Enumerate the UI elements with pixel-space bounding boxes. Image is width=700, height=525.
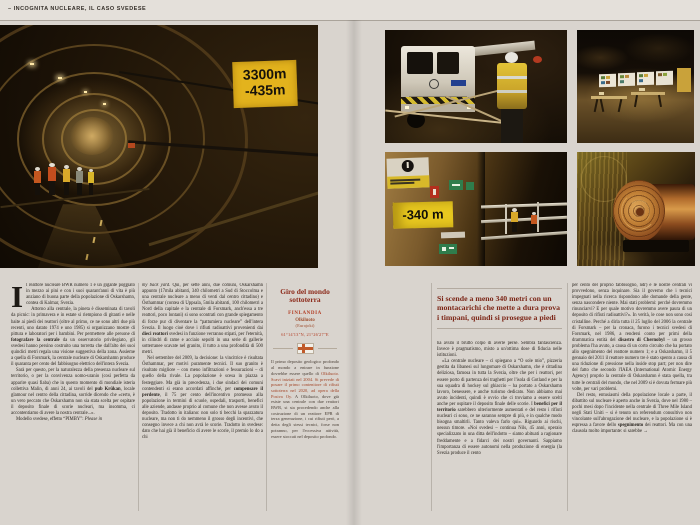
- sidebar-text: Il primo deposito geologico profondo al mondo a entrare in funzione dovrebbe essere quello di: [271, 359, 339, 376]
- yellow-cabinet: [677, 68, 691, 92]
- body-text: Nel settembre del 2009, la decisione: la vincitrice è risultata Östhammar, per motivi puramente tecnici. Il suo granito è risultato migliore – con meno infiltrazioni e fessurazioni – di quello della rivale. La popolazione è scesa in piazza a festeggiare. Ma già in precedenza, i due sindaci dei comuni contendenti si erano accordati affinché, per: [142, 356, 263, 392]
- extinguisher-sign: [430, 186, 439, 198]
- table-item: [599, 92, 604, 95]
- truck-cab: [401, 46, 475, 112]
- rail-post: [505, 204, 507, 234]
- wall-seam: [477, 152, 485, 266]
- hivis-jacket: [497, 63, 527, 109]
- sidebar-text-red: Olkiluoto. Scavi iniziati nel 2004. Si prevede di posare il primo contenitore di rifiuti sottoterra nel 2020, ad opera della Posiva Oy.: [271, 370, 339, 399]
- body-text: Attorno alla centrale, la pineta è disseminata di tavoli da picnic: in primavera e in estate si riempiono di gitanti e nelle baite ai piedi dei reattori (oltre al primo, ce ne sono altri due più recenti, uno datato 1974 e uno 1985) si organizzano mostre di pittura e laboratori per i bambini. Per permettere alle persone di: [11, 307, 135, 337]
- column-rule: [138, 283, 139, 511]
- table-leg: [658, 95, 662, 107]
- body-text: – un grosso problema l'ha avuto, a causa di un corto circuito che ha portato allo spegnimento del reattore numero 1; e a Oskarshamn, il 5 gennaio del 2011 il reattore numero tre è stato spento a causa di una riduzione di pressione nella inside stop part; per non dire del fatto che secondo l'IAEA (International Atomic Energy Agency) proprio la centrale di Oskarshamn è stata quella, tra tutte le centrali del mondo, che nel 2009 si è dovuta fermare più volte, per vari problemi.: [572, 337, 692, 392]
- left-column-1: [11, 283, 135, 515]
- white-helmet: [505, 52, 518, 63]
- handrail: [481, 216, 567, 223]
- sidebar-coordinates: 61°14'13"N, 21°26'27"E: [281, 332, 329, 338]
- body-text: da un osservatorio privilegiato, gli svedesi hanno persino costruito una torretta che dall'alto dei suoi quindici metri regala una visione suggestiva della zona. Assieme a quella di Forsmark, la centrale nucleare di Oskarshamn produce il quaranta per cento del fabbisogno elettrico dell'intera Svezia.: [11, 337, 135, 368]
- reflective-stripe: [497, 90, 527, 93]
- small-label: [441, 232, 465, 239]
- body-text: dei reattori. Ma con una clausola molto importante: si sarebbe →: [572, 423, 692, 435]
- body-text: per cento del proprio fabbisogno, ndr) e le nostre centrali vi provvedono, senza inquinare. Sia il governo che i tecnici impegnati nella ricerca rispondono alle domande della gente, senza nascondere niente. Mai stati problemi: perché dovremmo rinunciarvi? E per quale motivo dovremmo avere paura di un deposito di rifiuti radioattivi?». In verità, le cose non sono così cristalline. Perché a dirla tutta il 25 luglio del 2006 la centrale di Forsmark – per la cronaca, furono i tecnici svedesi di Forsmark, nel 1986, a rendersi conto per primi della drammatica entità del: [572, 283, 692, 343]
- level-340-photo: [385, 152, 567, 266]
- sidebar-title: Giro del mondo sottoterra: [280, 287, 330, 305]
- display-board: [656, 71, 673, 86]
- paragraph: [11, 417, 135, 423]
- pull-quote: [437, 288, 562, 329]
- spread-fold: [346, 20, 362, 525]
- handrail: [481, 203, 567, 209]
- depth-340-sign: [393, 201, 454, 229]
- bold-phrase: fotografare la centrale: [11, 337, 60, 343]
- world-tour-sidebar: [269, 288, 341, 439]
- body-text: l reattore nucleare BWR numero 1 è un gigante poggiato in mezzo ai pini e con i suoi quarant'anni di vita è più anziano di buona parte della popolazione di Oskarshamn, contea di Kalmar, Svezia.: [26, 283, 135, 307]
- worker-figure: [34, 167, 41, 195]
- paragraph: [572, 283, 692, 393]
- sign-text-band: [387, 175, 429, 188]
- column-rule: [567, 283, 568, 511]
- body-text: Modello svedese, effetto “PIMBY”:: [16, 417, 85, 423]
- body-text: , il 75 per cento dell'incentivo promesso alla popolazione in termini di scuole, ospedali, trasporti, benefici alle aziende, andasse proprio al comune che non avesse avuto il deposito. Tradotto in italiano: non solo ti becchi la spazzatura nucleare, ma non ti do nemmeno il grosso degli incentivi, che consegno invece a chi non avrà le scorie. Tradotto in svedese: dato che hai già il beneficio di avere le scorie, il premio lo do a chi: [142, 392, 263, 441]
- exhibition-room-photo: [577, 30, 694, 143]
- left-column-2: [142, 283, 263, 515]
- drop-cap: I: [11, 283, 24, 314]
- paragraph: [142, 356, 263, 441]
- exit-sign: [449, 180, 463, 190]
- table-item: [639, 88, 645, 91]
- body-text: svedesi in funzione verranno stipati, per l'eternità, in cilindri di rame e acciaio sepolti in una serie di gallerie sotterranee scavate nel granito, il tutto a una profondità di 500 metri.: [142, 331, 263, 356]
- worker-figure: [48, 163, 56, 195]
- flag-divider: [273, 343, 337, 354]
- paragraph: [437, 341, 562, 359]
- license-plate: [451, 80, 466, 86]
- sidebar-text: A Olkiluoto, dove già esiste una centrale con due reattori BWR, si sta procedendo anche alla costruzione di un reattore EPR di terza generazione, i cui rifiuti però, a detta degli stessi tecnici, forse non potranno, per l'eccessiva attività, essere stoccati nel deposito profondo.: [271, 393, 339, 439]
- body-text: «La centrale nucleare – ci spiegano a “O sole mio”, pizzeria gestita da libanesi sul lungomare di Oskarshamn, che è cittadina deliziosa, famosa in tutta la Svezia, oltre che per i reattori, per essere porto di partenza dei traghetti per l'isola di Gotland e per la sua squadra di hockey sul ghiaccio – ha portato a Oskarshamn lavoro, benessere, e anche turismo dedicato. Non abbiamo mai avuto incidenti, quindi è ovvio che ci troviamo a essere scelti anche per ospitare il deposito finale delle scorie. I: [437, 359, 562, 407]
- divider-line: [273, 348, 293, 349]
- rail-post: [537, 202, 539, 232]
- trousers: [501, 109, 523, 143]
- bold-phrase: benefici per il territorio: [437, 401, 562, 414]
- depth-sign-line1: 3300m: [242, 65, 287, 83]
- truck-emblem: [429, 79, 439, 89]
- reflective-stripe: [497, 76, 527, 79]
- right-column-2: [572, 283, 692, 515]
- warning-circle-icon: [402, 160, 414, 172]
- depth-340-text: -340 m: [402, 206, 444, 223]
- tunnel-depth-sign: [232, 60, 298, 108]
- paragraph: [11, 368, 135, 417]
- tunnel-light: [30, 63, 34, 65]
- table-leg: [634, 95, 638, 107]
- paragraph: [437, 359, 562, 457]
- side-window: [437, 52, 459, 74]
- wall-box: [128, 143, 135, 148]
- display-board: [599, 74, 616, 88]
- paragraph: [572, 393, 692, 436]
- body-text: Del resto, entusiasmi della popolazione locale a parte, il dibattito sul nucleare è aperto anche in Svezia, dove nel 1980 – pochi mesi dopo l'incidente nella centrale di Three Mile Island negli Stati Uniti – si è tenuto un referendum consultivo non vincolante sull'abrogazione del nucleare, e la popolazione si è espressa a favore dello: [572, 392, 692, 429]
- table-leg: [594, 99, 598, 112]
- worker-figure: [511, 208, 518, 232]
- kicker-text: – INCOGNITA NUCLEARE, IL CASO SVEDESE: [8, 6, 147, 12]
- body-text: ha avuto il brutto colpo di averle perse. Sembra fantascienza. Invece è pragmatismo, misto a un'ottima dose di fiducia nelle istituzioni.: [437, 341, 562, 359]
- windshield: [407, 52, 433, 74]
- tunnel-light: [103, 103, 106, 105]
- worker-figure: [88, 169, 94, 195]
- bold-phrase: compensare il perdente: [142, 386, 263, 398]
- red-hardhat: [533, 56, 542, 63]
- table-leg: [600, 99, 604, 112]
- copper-canister-photo: [577, 152, 695, 266]
- right-column-1: [437, 341, 562, 515]
- headlight: [405, 106, 409, 109]
- body-text: , locale glamour nel centro della cittadina, sorride dicendo che «certo, è un vero peccato che Oskarshamn non sia stata scelta per ospitare il deposito finale di scorie nucleari, ma insomma, ci accontentiamo di avere la nostra centrale...».: [11, 386, 135, 416]
- tunnel-light: [84, 91, 87, 93]
- exit-sign: [466, 182, 474, 190]
- notice-sign: [386, 157, 429, 188]
- body-text: sarebbero ulteriormente aumentati e del resto i rifiuti nucleari ci sono, ce ne saranno sempre di più, e in qualche modo bisogna smaltirli. Tanto valeva farlo qui». Riguardo ai rischi, nessun timore. «Noi svedesi – continua Nils, 45 anni, operaio specializzato in una ditta dell'indotto – siamo abituati a ragionare freddamente e a fidarci dei nostri governanti. Sappiamo l'importanza di essere autonomi nella produzione di energia (la Svezia produce il cento: [437, 408, 562, 456]
- kicker-bar: [0, 0, 700, 21]
- visitor-figure: [495, 52, 529, 143]
- hub: [635, 207, 645, 217]
- depth-sign-line2: -435m: [244, 81, 286, 99]
- pull-quote-text: Si scende a meno 340 metri con un montacarichi che mette a dura prova i timpani, quindi si prosegue a piedi: [437, 294, 561, 322]
- bold-phrase: spegnimento: [617, 423, 644, 429]
- column-rule: [431, 283, 432, 511]
- sidebar-country: FINLANDIA: [288, 311, 322, 317]
- sidebar-municipality: (Eurajoki): [295, 323, 315, 329]
- sidebar-place: Olkiluoto: [295, 318, 315, 324]
- paragraph: [11, 283, 135, 314]
- divider-line: [318, 348, 338, 349]
- body-text: Qui, per sette anni, due comuni, Oskarshamn appunto (17mila abitanti, 340 chilometri a Sud di Stoccolma e una centrale nucleare a meno di venti dal centro cittadino) e Östhammar (contea di Uppsala, 5mila abitanti, 100 chilometri a Nord della capitale e la centrale di Forsmark, anch'essa a tre reattori, poco lontani) si sono scontrati con grande spiegamento di forze pur di diventare la “pattumiera nucleare” dell'intera Svezia. Il luogo cioè dove i rifiuti radioattivi provenienti dai: [142, 283, 263, 331]
- bold-phrase: dieci reattori: [142, 331, 168, 337]
- paragraph: [11, 307, 135, 368]
- tunnel-end-glow: [70, 117, 114, 155]
- display-board: [637, 72, 654, 86]
- italic-phrase: my back yard.: [142, 283, 171, 288]
- sidebar-body: [271, 359, 339, 439]
- handrail: [481, 231, 567, 240]
- tunnel-photo: [0, 25, 318, 268]
- canister-endcap: [613, 180, 665, 242]
- italic-phrase: Please in: [84, 417, 103, 423]
- bold-phrase: disastro di Chernobyl: [618, 337, 665, 343]
- worker-figure: [531, 212, 537, 232]
- finland-flag-icon: [297, 343, 314, 354]
- truck-photo: [385, 30, 567, 143]
- worker-figure: [76, 167, 83, 195]
- display-board: [618, 73, 635, 87]
- column-rule: [266, 283, 267, 511]
- tunnel-light: [58, 77, 62, 79]
- bold-phrase: pub Krükan: [94, 386, 121, 392]
- exit-sign: [439, 244, 457, 254]
- paragraph: [142, 283, 263, 356]
- body-text: Sarà per questo, per la naturalezza della presenza nucleare sul territorio, o per la convivenza uomo-uranio (così perfetta da apparire quasi fiaba) che in questo momento di mondiale isteria collettiva Malin, di anni 24, ai tavoli del: [11, 368, 135, 392]
- table-leg: [618, 99, 622, 112]
- worker-figure: [63, 165, 70, 195]
- canister-stand: [623, 240, 689, 252]
